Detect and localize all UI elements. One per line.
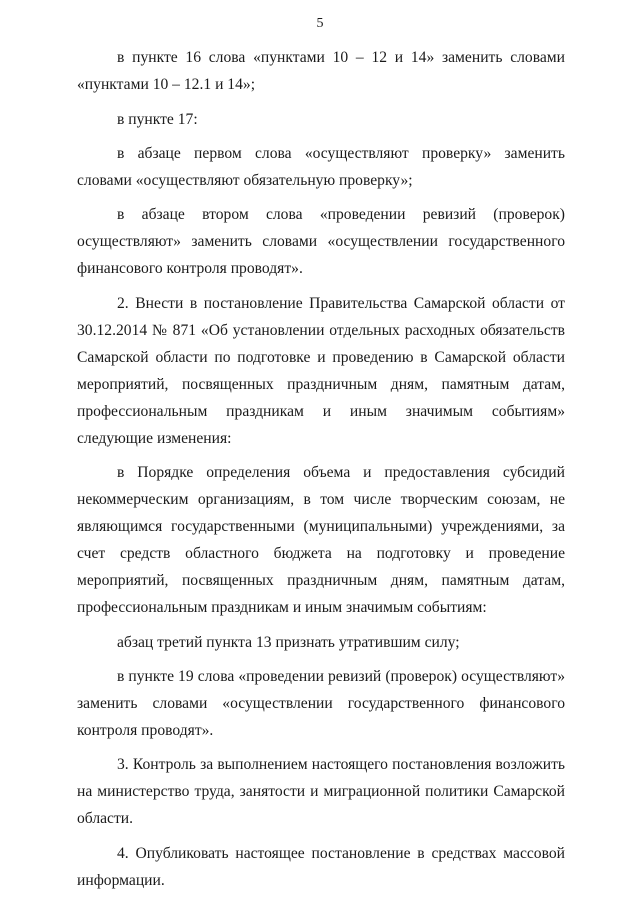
paragraph-item-17-heading: в пункте 17: [117, 110, 198, 128]
paragraph-item-19: в пункте 19 слова «проведении ревизий (проверок) осуществляют» заменить словами «осуществлении государственного финансового контроля проводят». [77, 667, 565, 739]
paragraph-section-4: 4. Опубликовать настоящее постановление в средствах массовой информации. [77, 844, 565, 889]
page-number: 5 [316, 16, 324, 31]
paragraph-section-3: 3. Контроль за выполнением настоящего постановления возложить на министерство труда, занятости и миграционной политики Самарской области. [77, 756, 565, 827]
paragraph-procedure: в Порядке определения объема и предоставления субсидий некоммерческим организациям, в том числе творческим союзам, не являющимся государственными (муниципальными) учреждениями, за счет средств областного бюджета на подготовку и проведение мероприятий, посвященных праздничным дням, памятным датам, профессиональным праздникам и иным значимым событиям: [77, 464, 565, 616]
paragraph-item-17-second: в абзаце втором слова «проведении ревизий (проверок) осуществляют» заменить словами «осуществлении государственного финансового контроля проводят». [77, 206, 565, 277]
document-body [77, 44, 565, 901]
paragraph-item-17-first: в абзаце первом слова «осуществляют проверку» заменить словами «осуществляют обязательную проверку»; [77, 144, 565, 189]
paragraph-item-16: в пункте 16 слова «пунктами 10 – 12 и 14» заменить словами «пунктами 10 – 12.1 и 14»; [77, 49, 565, 93]
paragraph-item-13: абзац третий пункта 13 признать утратившим силу; [117, 633, 460, 651]
paragraph-section-2: 2. Внести в постановление Правительства Самарской области от 30.12.2014 № 871 «Об установлении отдельных расходных обязательств Самарской области по подготовке и проведению в Самарской области мероприятий, посвященных праздничным дням, памятным датам, профессиональным праздникам и иным значимым событиям» следующие изменения: [77, 294, 565, 447]
